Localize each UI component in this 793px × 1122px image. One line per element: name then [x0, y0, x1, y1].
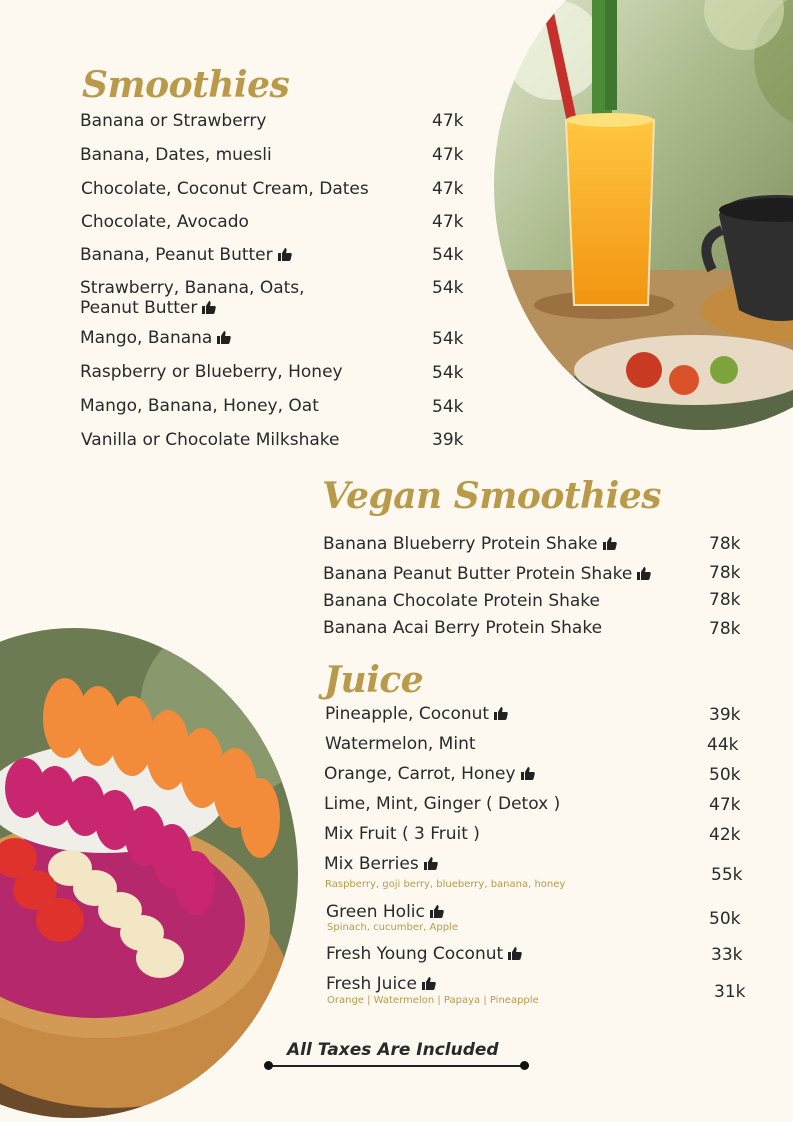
- thumbs-up-icon: [422, 975, 436, 995]
- item-name: Chocolate, Avocado: [81, 212, 249, 232]
- item-price: 39k: [432, 430, 464, 450]
- menu-item: [324, 794, 560, 814]
- item-description: Spinach, cucumber, Apple: [327, 922, 458, 933]
- menu-item: [80, 328, 231, 349]
- item-name: Banana Acai Berry Protein Shake: [323, 618, 603, 638]
- item-price: 78k: [709, 619, 741, 639]
- footer-divider: [268, 1065, 529, 1067]
- smoothies-title: Smoothies: [82, 64, 290, 106]
- item-name: Mix Berries: [324, 854, 419, 874]
- item-price: 50k: [709, 765, 741, 785]
- divider-dot-right: [520, 1061, 529, 1070]
- item-price: 47k: [432, 145, 464, 165]
- item-price: 54k: [432, 397, 464, 417]
- menu-item: [325, 734, 476, 754]
- item-price: 50k: [709, 909, 741, 929]
- item-name: Watermelon, Mint: [325, 734, 476, 754]
- item-price: 31k: [714, 982, 746, 1002]
- menu-item: [81, 179, 369, 199]
- menu-item: [81, 212, 249, 232]
- thumbs-up-icon: [637, 565, 651, 585]
- item-name: Mix Fruit ( 3 Fruit ): [324, 824, 480, 844]
- item-price: 47k: [709, 795, 741, 815]
- menu-item: [323, 618, 602, 638]
- item-name: Chocolate, Coconut Cream, Dates: [81, 179, 369, 199]
- item-price: 54k: [432, 363, 464, 383]
- item-name: Fresh Juice: [326, 974, 417, 994]
- menu-item: [324, 854, 438, 875]
- menu-item: [324, 824, 480, 844]
- item-price: 55k: [711, 865, 743, 885]
- menu-item: [326, 944, 522, 965]
- item-name: Green Holic: [326, 902, 425, 922]
- smoothie-bowl-photo: [0, 628, 298, 1118]
- item-price: 33k: [711, 945, 743, 965]
- item-price: 47k: [432, 212, 464, 232]
- item-price: 54k: [432, 245, 464, 265]
- menu-item: [80, 396, 319, 416]
- thumbs-up-icon: [278, 246, 292, 266]
- item-name: Banana Peanut Butter Protein Shake: [323, 564, 633, 584]
- item-name-line2: Peanut Butter: [80, 298, 198, 318]
- menu-item-cont: [80, 298, 216, 319]
- thumbs-up-icon: [217, 329, 231, 349]
- item-price: 78k: [709, 563, 741, 583]
- menu-item: [323, 534, 617, 555]
- menu-item: [80, 278, 305, 298]
- menu-item: [326, 902, 444, 923]
- taxes-note: All Taxes Are Included: [287, 1040, 499, 1060]
- menu-item: [80, 245, 292, 266]
- vegan-smoothies-title: Vegan Smoothies: [322, 475, 661, 517]
- item-name: Pineapple, Coconut: [325, 704, 490, 724]
- item-name: Orange, Carrot, Honey: [324, 764, 516, 784]
- juice-title: Juice: [324, 659, 424, 701]
- item-price: 44k: [707, 735, 739, 755]
- item-price: 78k: [709, 534, 741, 554]
- item-name: Banana Blueberry Protein Shake: [323, 534, 598, 554]
- thumbs-up-icon: [430, 903, 444, 923]
- menu-item: [81, 430, 339, 450]
- item-name: Mango, Banana, Honey, Oat: [80, 396, 319, 416]
- item-name: Lime, Mint, Ginger ( Detox ): [324, 794, 561, 814]
- item-price: 47k: [432, 111, 464, 131]
- thumbs-up-icon: [202, 299, 216, 319]
- menu-item: [80, 145, 272, 165]
- menu-item: [323, 591, 600, 611]
- item-name-line1: Strawberry, Banana, Oats,: [80, 278, 305, 298]
- item-name: Banana or Strawberry: [80, 111, 267, 131]
- thumbs-up-icon: [494, 705, 508, 725]
- item-name: Vanilla or Chocolate Milkshake: [81, 430, 340, 450]
- item-name: Banana Chocolate Protein Shake: [323, 591, 601, 611]
- thumbs-up-icon: [603, 535, 617, 555]
- item-description: Raspberry, goji berry, blueberry, banana, honey: [325, 879, 566, 890]
- item-name: Banana, Dates, muesli: [80, 145, 272, 165]
- menu-item: [324, 764, 535, 785]
- menu-item: [326, 974, 436, 995]
- menu-item: [80, 362, 343, 382]
- thumbs-up-icon: [521, 765, 535, 785]
- menu-item: [323, 564, 651, 585]
- item-price: 78k: [709, 590, 741, 610]
- menu-item: [80, 111, 266, 131]
- item-price: 54k: [432, 278, 464, 298]
- divider-dot-left: [264, 1061, 273, 1070]
- item-price: 42k: [709, 825, 741, 845]
- thumbs-up-icon: [424, 855, 438, 875]
- item-price: 54k: [432, 329, 464, 349]
- item-name: Mango, Banana: [80, 328, 213, 348]
- menu-item: [325, 704, 508, 725]
- item-description: Orange | Watermelon | Papaya | Pineapple: [327, 995, 539, 1006]
- item-name: Banana, Peanut Butter: [80, 245, 273, 265]
- item-name: Fresh Young Coconut: [326, 944, 504, 964]
- thumbs-up-icon: [508, 945, 522, 965]
- juice-coffee-photo: [494, 0, 793, 430]
- item-name: Raspberry or Blueberry, Honey: [80, 362, 343, 382]
- item-price: 47k: [432, 179, 464, 199]
- item-price: 39k: [709, 705, 741, 725]
